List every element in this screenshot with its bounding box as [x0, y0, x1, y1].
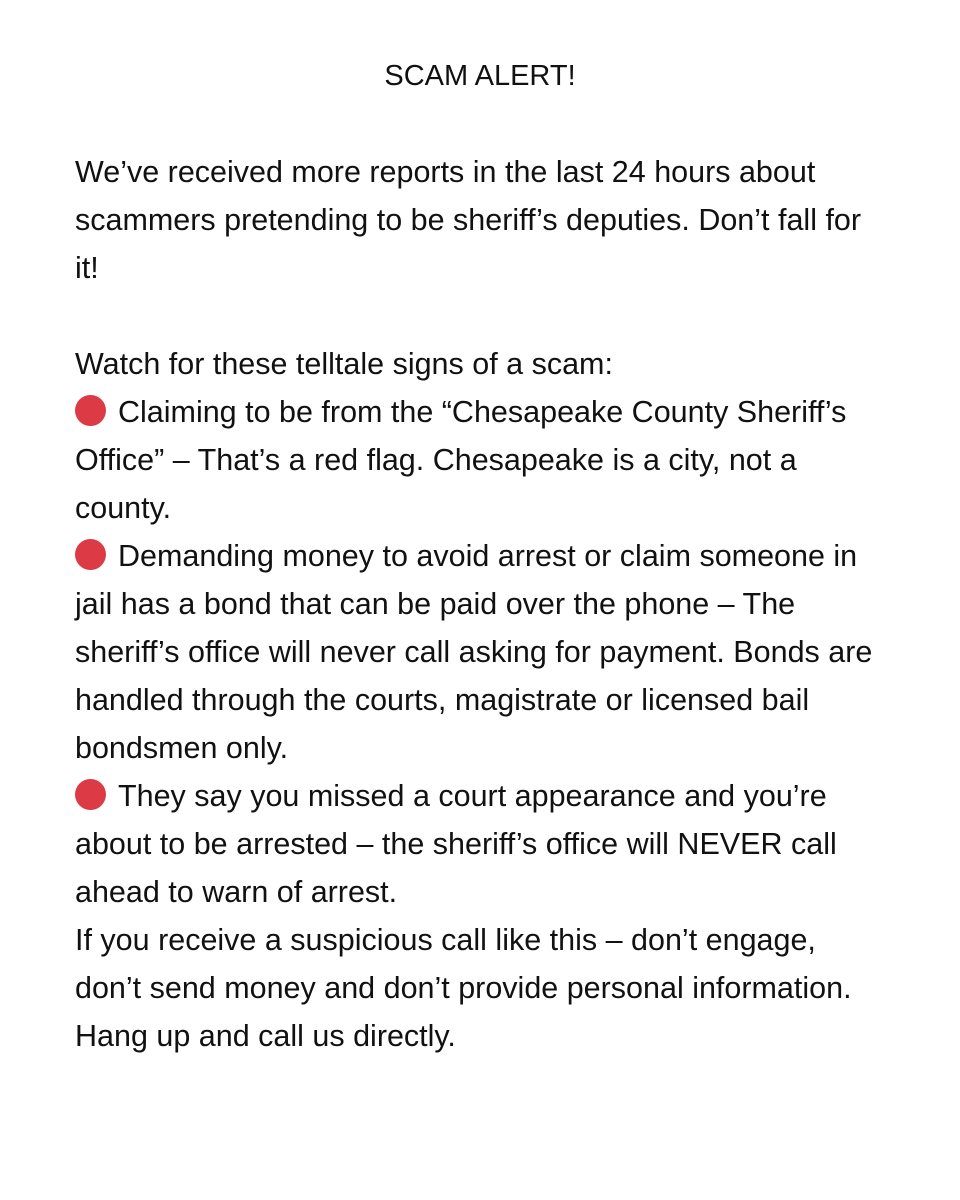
- scam-alert-notice: [75, 52, 885, 1060]
- red-circle-icon: [75, 395, 106, 426]
- notice-title: SCAM ALERT!: [384, 60, 576, 92]
- sign-item-2: [75, 532, 885, 772]
- sign-item-text: Demanding money to avoid arrest or claim someone in jail has a bond that can be paid over the phone – The sheriff’s office will never call asking for payment. Bonds are handled through the courts, magistrate or licensed bail bondsmen only.: [75, 539, 873, 765]
- red-circle-icon: [75, 779, 106, 810]
- sign-item-text: Claiming to be from the “Chesapeake County Sheriff’s Office” – That’s a red flag. Chesapeake is a city, not a county.: [75, 395, 847, 525]
- sign-item-text: They say you missed a court appearance and you’re about to be arrested – the sheriff’s office will NEVER call ahead to warn of arrest.: [75, 779, 837, 909]
- signs-heading: Watch for these telltale signs of a scam:: [75, 347, 613, 381]
- red-circle-icon: [75, 539, 106, 570]
- sign-item-3: [75, 772, 885, 916]
- sign-item-1: [75, 388, 885, 532]
- closing-paragraph: If you receive a suspicious call like this – don’t engage, don’t send money and don’t provide personal information. Hang up and call us directly.: [75, 923, 852, 1053]
- intro-paragraph: We’ve received more reports in the last 24 hours about scammers pretending to be sheriff’s deputies. Don’t fall for it!: [75, 155, 862, 285]
- paragraph-spacer: [75, 292, 885, 340]
